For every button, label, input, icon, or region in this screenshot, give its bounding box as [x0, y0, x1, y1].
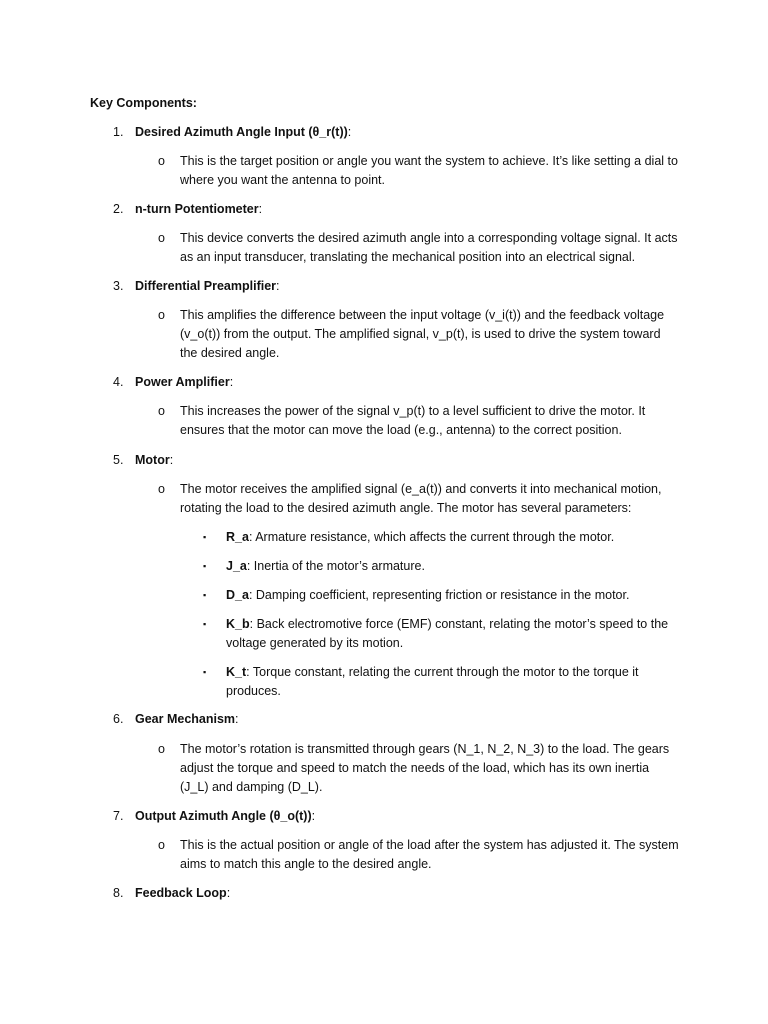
param-item	[226, 663, 686, 701]
item-description: The motor’s rotation is transmitted through gears (N_1, N_2, N_3) to the load. The gears adjust the torque and speed to match the needs of the load, which has its own inertia (J_L) and damping (D_L).	[180, 742, 670, 794]
circle-bullet-icon: o	[158, 231, 165, 245]
item-description: This increases the power of the signal v_p(t) to a level sufficient to drive the motor. It ensures that the motor can move the load (e.g., antenna) to the correct position.	[180, 404, 646, 437]
item-title-text: Gear Mechanism	[135, 712, 236, 726]
param-term: R_a	[226, 530, 249, 544]
param-desc: : Damping coefficient, representing friction or resistance in the motor.	[248, 588, 630, 602]
param-item	[226, 586, 686, 605]
circle-bullet-icon: o	[158, 742, 165, 756]
circle-bullet-icon: o	[158, 404, 165, 418]
param-item	[226, 615, 686, 653]
circle-bullet-icon: o	[158, 154, 165, 168]
item-number: 8.	[113, 886, 124, 900]
item-title	[135, 373, 233, 392]
item-description: This device converts the desired azimuth angle into a corresponding voltage signal. It acts as an input transducer, translating the mechanical position into an electrical signal.	[180, 231, 678, 264]
param-item	[226, 557, 686, 576]
square-bullet-icon: ▪	[203, 667, 207, 677]
item-title-suffix: :	[347, 125, 352, 139]
item-title-text: Feedback Loop	[135, 886, 227, 900]
param-term: D_a	[226, 588, 249, 602]
param-desc: : Armature resistance, which affects the current through the motor.	[248, 530, 615, 544]
item-title-text: Power Amplifier	[135, 375, 230, 389]
item-title-text: Output Azimuth Angle (θ_o(t))	[135, 809, 312, 823]
item-title	[135, 710, 239, 729]
item-title-suffix: :	[226, 886, 231, 900]
square-bullet-icon: ▪	[203, 561, 207, 571]
param-item	[226, 528, 686, 547]
item-title	[135, 277, 280, 296]
square-bullet-icon: ▪	[203, 532, 207, 542]
item-description: This is the actual position or angle of the load after the system has adjusted it. The system aims to match this angle to the desired angle.	[180, 838, 679, 871]
item-description: This amplifies the difference between the input voltage (v_i(t)) and the feedback voltage (v_o(t)) from the output. The amplified signal, v_p(t), is used to drive the system toward the desired angle.	[180, 308, 665, 360]
item-number: 6.	[113, 712, 124, 726]
item-title	[135, 807, 315, 826]
item-title-suffix: :	[311, 809, 316, 823]
item-number: 7.	[113, 809, 124, 823]
item-title-suffix: :	[235, 712, 239, 726]
item-title-text: Motor	[135, 453, 170, 467]
param-desc: : Inertia of the motor’s armature.	[246, 559, 425, 573]
item-number: 4.	[113, 375, 124, 389]
item-description: This is the target position or angle you want the system to achieve. It’s like setting a dial to where you want the antenna to point.	[180, 154, 678, 187]
param-desc: : Torque constant, relating the current through the motor to the torque it produces.	[226, 665, 639, 698]
circle-bullet-icon: o	[158, 308, 165, 322]
item-title-text: Differential Preamplifier	[135, 279, 277, 293]
item-title	[135, 200, 262, 219]
param-term: K_t	[226, 665, 247, 679]
item-title-text: Desired Azimuth Angle Input (θ_r(t))	[135, 125, 348, 139]
circle-bullet-icon: o	[158, 838, 165, 852]
item-title	[135, 123, 351, 142]
section-heading: Key Components:	[90, 96, 197, 110]
item-number: 3.	[113, 279, 124, 293]
square-bullet-icon: ▪	[203, 619, 207, 629]
item-title-suffix: :	[276, 279, 280, 293]
item-title-suffix: :	[229, 375, 234, 389]
item-title-suffix: :	[169, 453, 174, 467]
param-term: J_a	[226, 559, 247, 573]
item-title-text: n-turn Potentiometer	[135, 202, 259, 216]
item-description: The motor receives the amplified signal (e_a(t)) and converts it into mechanical motion, rotating the load to the desired azimuth angle. The motor has several parameters:	[180, 482, 662, 515]
item-number: 2.	[113, 202, 124, 216]
item-number: 5.	[113, 453, 124, 467]
circle-bullet-icon: o	[158, 482, 165, 496]
param-desc: : Back electromotive force (EMF) constant, relating the motor’s speed to the voltage generated by its motion.	[226, 617, 669, 650]
square-bullet-icon: ▪	[203, 590, 207, 600]
item-title	[135, 451, 173, 470]
item-title-suffix: :	[258, 202, 263, 216]
param-term: K_b	[226, 617, 250, 631]
item-number: 1.	[113, 125, 124, 139]
item-title	[135, 884, 230, 903]
